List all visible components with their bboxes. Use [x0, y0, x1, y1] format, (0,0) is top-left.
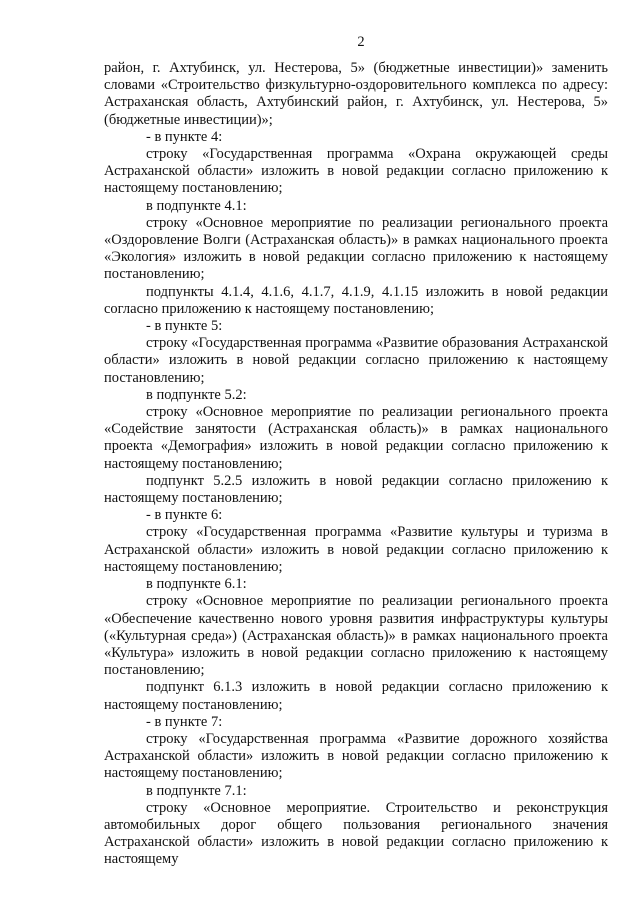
paragraph: подпункт 5.2.5 изложить в новой редакции согласно приложению к настоящему постановлению;: [104, 472, 608, 507]
paragraph: в подпункте 6.1:: [146, 576, 247, 593]
page-number: 2: [357, 34, 365, 50]
paragraph: подпункт 6.1.3 изложить в новой редакции согласно приложению к настоящему постановлению;: [104, 679, 608, 713]
paragraph: строку «Основное мероприятие по реализации регионального проекта «Содействие занятости (Астраханская область)» в рамках национального проекта «Демография» изложить в новой редакции согласно приложению к настоящему постановлению;: [104, 404, 608, 472]
paragraph: строку «Основное мероприятие по реализации регионального проекта «Обеспечение качественно нового уровня развития инфраструктуры культуры («Культурная среда») (Астраханская область)» в рамках национального проекта «Культура» изложить в новой редакции согласно приложению к настоящему постановлению;: [104, 593, 608, 679]
paragraph: район, г. Ахтубинск, ул. Нестерова, 5» (бюджетные инвестиции)» заменить словами «Строительство физкультурно-оздоровительного комплекса по адресу: Астраханская область, Ахтубинский район, г. Ахтубинск, ул. Нестерова, 5» (бюджетные инвестиции)»;: [104, 60, 608, 128]
paragraph: строку «Основное мероприятие по реализации регионального проекта «Оздоровление Волги (Астраханская область)» в рамках национального проекта «Экология» изложить в новой редакции согласно приложению к настоящему постановлению;: [104, 214, 608, 283]
paragraph: - в пункте 4:: [146, 128, 223, 145]
paragraph: в подпункте 7.1:: [146, 782, 247, 799]
paragraph: в подпункте 4.1:: [146, 197, 247, 214]
document-body: [104, 60, 608, 869]
paragraph: строку «Государственная программа «Развитие дорожного хозяйства Астраханской области» изложить в новой редакции согласно приложению к настоящему постановлению;: [104, 730, 608, 782]
paragraph: строку «Государственная программа «Охрана окружающей среды Астраханской области» изложить в новой редакции согласно приложению к настоящему постановлению;: [104, 146, 608, 197]
paragraph: в подпункте 5.2:: [146, 386, 247, 403]
paragraph: - в пункте 7:: [146, 713, 223, 730]
paragraph: строку «Основное мероприятие. Строительство и реконструкция автомобильных дорог общего пользования регионального значения Астраханской области» изложить в новой редакции согласно приложению к настоящему: [104, 799, 608, 868]
paragraph: подпункты 4.1.4, 4.1.6, 4.1.7, 4.1.9, 4.1.15 изложить в новой редакции согласно приложению к настоящему постановлению;: [104, 283, 608, 317]
paragraph: строку «Государственная программа «Развитие образования Астраханской области» изложить в новой редакции согласно приложению к настоящему постановлению;: [104, 335, 608, 386]
paragraph: - в пункте 5:: [146, 318, 223, 335]
paragraph: строку «Государственная программа «Развитие культуры и туризма в Астраханской области» изложить в новой редакции согласно приложению к настоящему постановлению;: [104, 524, 608, 575]
paragraph: - в пункте 6:: [146, 507, 223, 524]
